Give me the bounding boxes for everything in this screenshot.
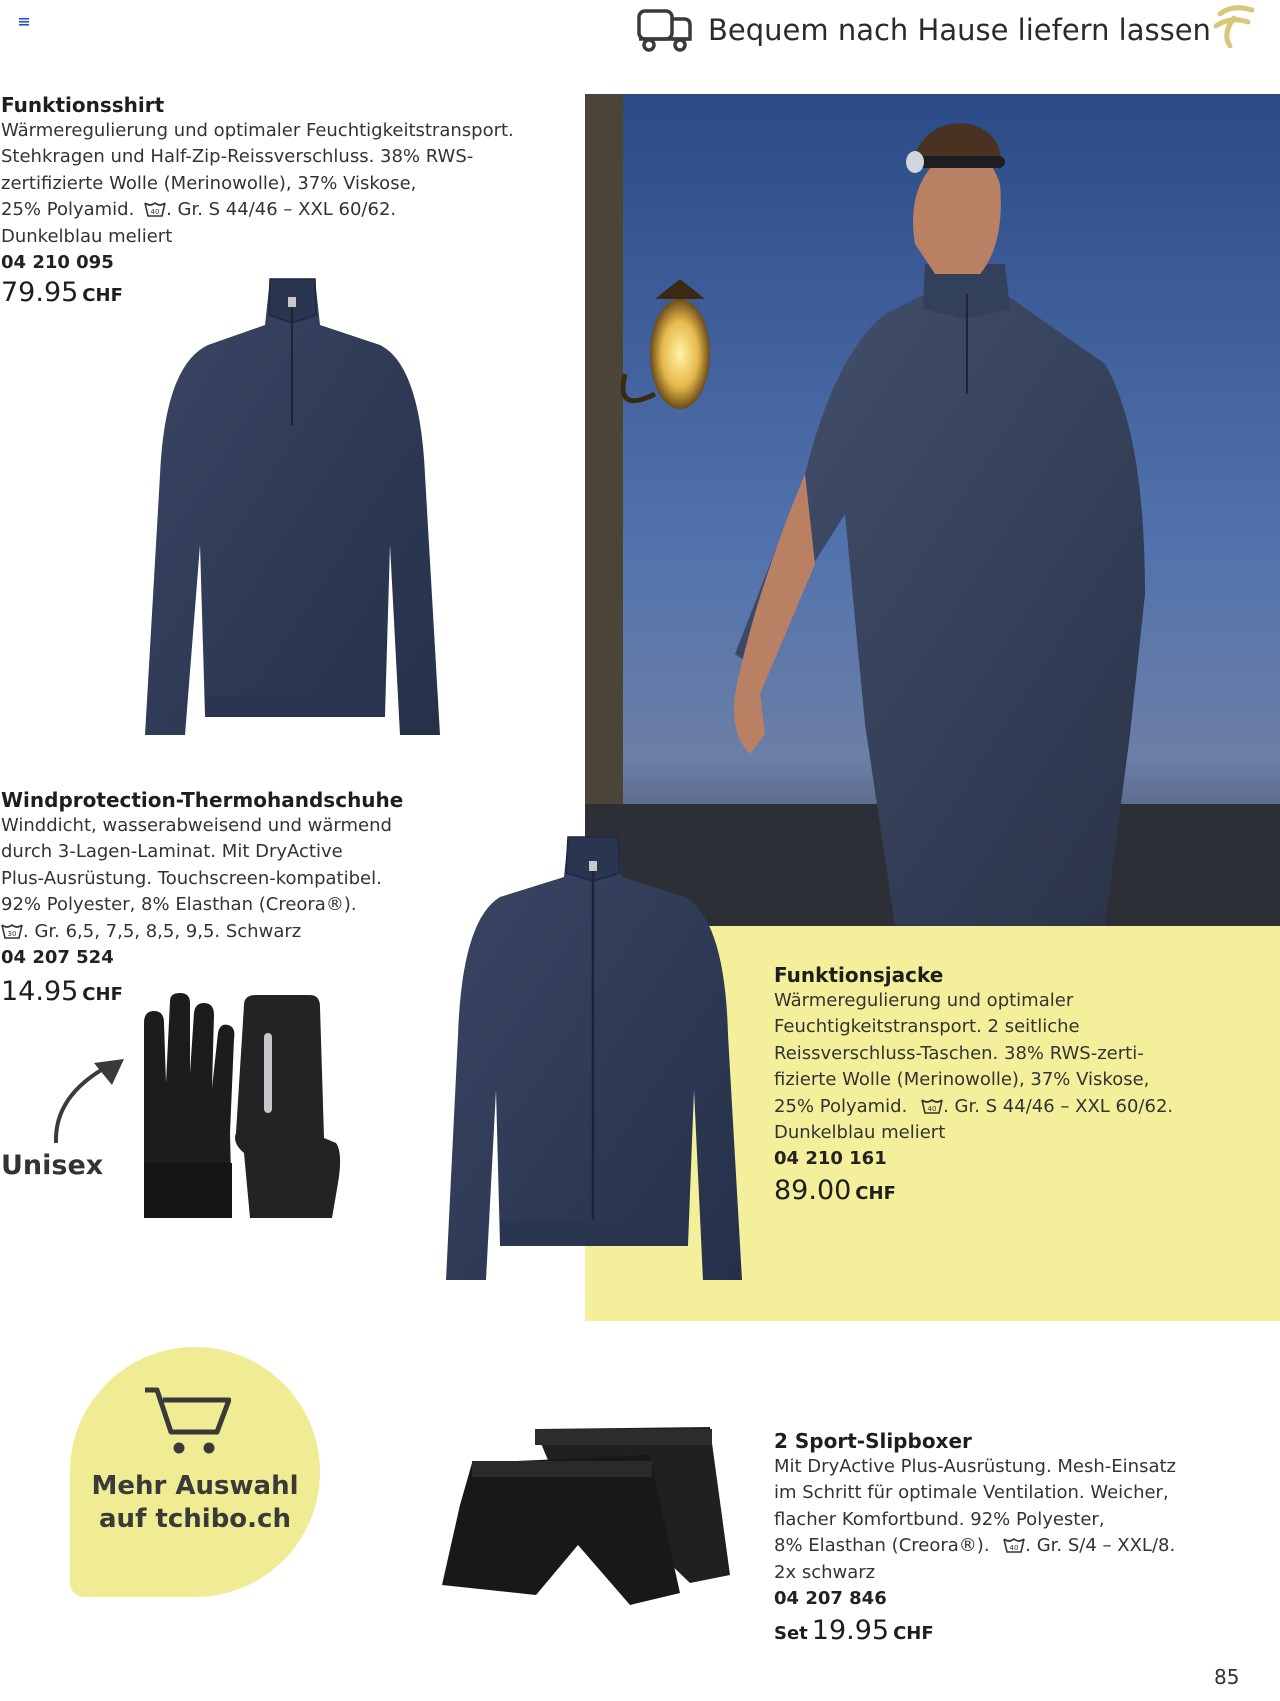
shirt-material: 25% Polyamid. <box>1 199 135 221</box>
shirt-size-line <box>1 197 561 223</box>
wash-care-icon <box>144 200 166 218</box>
page-number: 85 <box>1214 1665 1240 1689</box>
jacket-title: Funktionsjacke <box>774 963 944 987</box>
cart-icon <box>143 1386 231 1458</box>
unisex-label: Unisex <box>1 1150 104 1181</box>
shirt-product-image <box>140 275 445 740</box>
svg-text:40: 40 <box>150 208 160 217</box>
gloves-article-number: 04 207 524 <box>1 947 114 969</box>
delivery-text: Bequem nach Hause liefern lassen <box>708 13 1211 47</box>
shirt-description: Wärmeregulierung und optimaler Feuchtigkeitstransport. Stehkragen und Half-Zip-Reissverschluss. 38% RWS- zertifizierte Wolle (Merinowolle), 37% Viskose, <box>1 120 514 194</box>
jacket-material: 25% Polyamid. <box>774 1095 908 1117</box>
shirt-color: Dunkelblau meliert <box>1 225 173 247</box>
shirt-article-number: 04 210 095 <box>1 252 114 274</box>
wash-care-icon <box>1003 1536 1025 1554</box>
boxer-price-value: 19.95 <box>811 1615 890 1647</box>
jacket-color: Dunkelblau meliert <box>774 1122 946 1144</box>
boxer-description: Mit DryActive Plus-Ausrüstung. Mesh-Einsatz im Schritt für optimale Ventilation. Weicher, flacher Komfortbund. 92% Polyester, <box>774 1456 1176 1530</box>
svg-text:40: 40 <box>1009 1544 1019 1553</box>
boxer-article-number: 04 207 846 <box>774 1588 887 1610</box>
jacket-price <box>774 1174 1274 1211</box>
boxer-material: 8% Elasthan (Creora®). <box>774 1535 990 1557</box>
wash-care-icon <box>921 1097 943 1115</box>
boxer-product-image <box>440 1425 745 1610</box>
jacket-info <box>774 962 1274 1211</box>
gloves-price-value: 14.95 <box>1 976 79 1008</box>
jacket-description: Wärmeregulierung und optimaler Feuchtigkeitstransport. 2 seitliche Reissverschluss-Taschen. 38% RWS-zerti- fizierte Wolle (Merinowolle), 37% Viskose, <box>774 990 1150 1091</box>
boxer-currency: CHF <box>893 1623 934 1645</box>
gloves-size-line <box>1 919 431 945</box>
gloves-currency: CHF <box>82 984 123 1006</box>
promo-line-2: auf tchibo.ch <box>99 1504 291 1534</box>
boxer-sizes: . Gr. S/4 – XXL/8. <box>1025 1535 1176 1557</box>
boxer-price-prefix: Set <box>774 1623 808 1645</box>
gloves-product-image <box>140 993 345 1228</box>
promo-line-1: Mehr Auswahl <box>91 1471 299 1501</box>
promo-text[interactable] <box>80 1470 310 1536</box>
gloves-sizes: . Gr. 6,5, 7,5, 8,5, 9,5. Schwarz <box>23 920 302 942</box>
boxer-title: 2 Sport-Slipboxer <box>774 1429 972 1453</box>
wash-care-icon <box>1 922 23 940</box>
jacket-article-number: 04 210 161 <box>774 1148 887 1170</box>
jacket-product-image <box>440 835 745 1285</box>
delivery-truck-icon <box>636 7 694 53</box>
jacket-sizes: . Gr. S 44/46 – XXL 60/62. <box>943 1095 1174 1117</box>
jacket-currency: CHF <box>855 1183 896 1205</box>
arrow-icon <box>50 1055 130 1145</box>
svg-text:30: 30 <box>7 929 17 938</box>
boxer-color: 2x schwarz <box>774 1561 876 1583</box>
jacket-price-value: 89.00 <box>774 1175 852 1207</box>
gloves-title: Windprotection-Thermohandschuhe <box>1 788 404 812</box>
boxer-size-line <box>774 1533 1274 1559</box>
gloves-description: Winddicht, wasserabweisend und wärmend durch 3-Lagen-Laminat. Mit DryActive Plus-Ausrüstung. Touchscreen-kompatibel. 92% Polyester, 8% Elasthan (Creora®). <box>1 815 392 916</box>
tchibo-logo <box>1208 4 1256 48</box>
svg-text:40: 40 <box>927 1104 937 1113</box>
menu-icon[interactable] <box>19 18 29 26</box>
lifestyle-photo <box>585 94 1280 926</box>
shirt-price-value: 79.95 <box>1 277 79 309</box>
shirt-currency: CHF <box>82 285 123 307</box>
shirt-sizes: . Gr. S 44/46 – XXL 60/62. <box>166 199 397 221</box>
gloves-info <box>1 787 431 1012</box>
jacket-size-line <box>774 1094 1274 1120</box>
boxer-price <box>774 1614 1274 1651</box>
shirt-title: Funktionsshirt <box>1 93 165 117</box>
boxer-info <box>774 1428 1274 1651</box>
